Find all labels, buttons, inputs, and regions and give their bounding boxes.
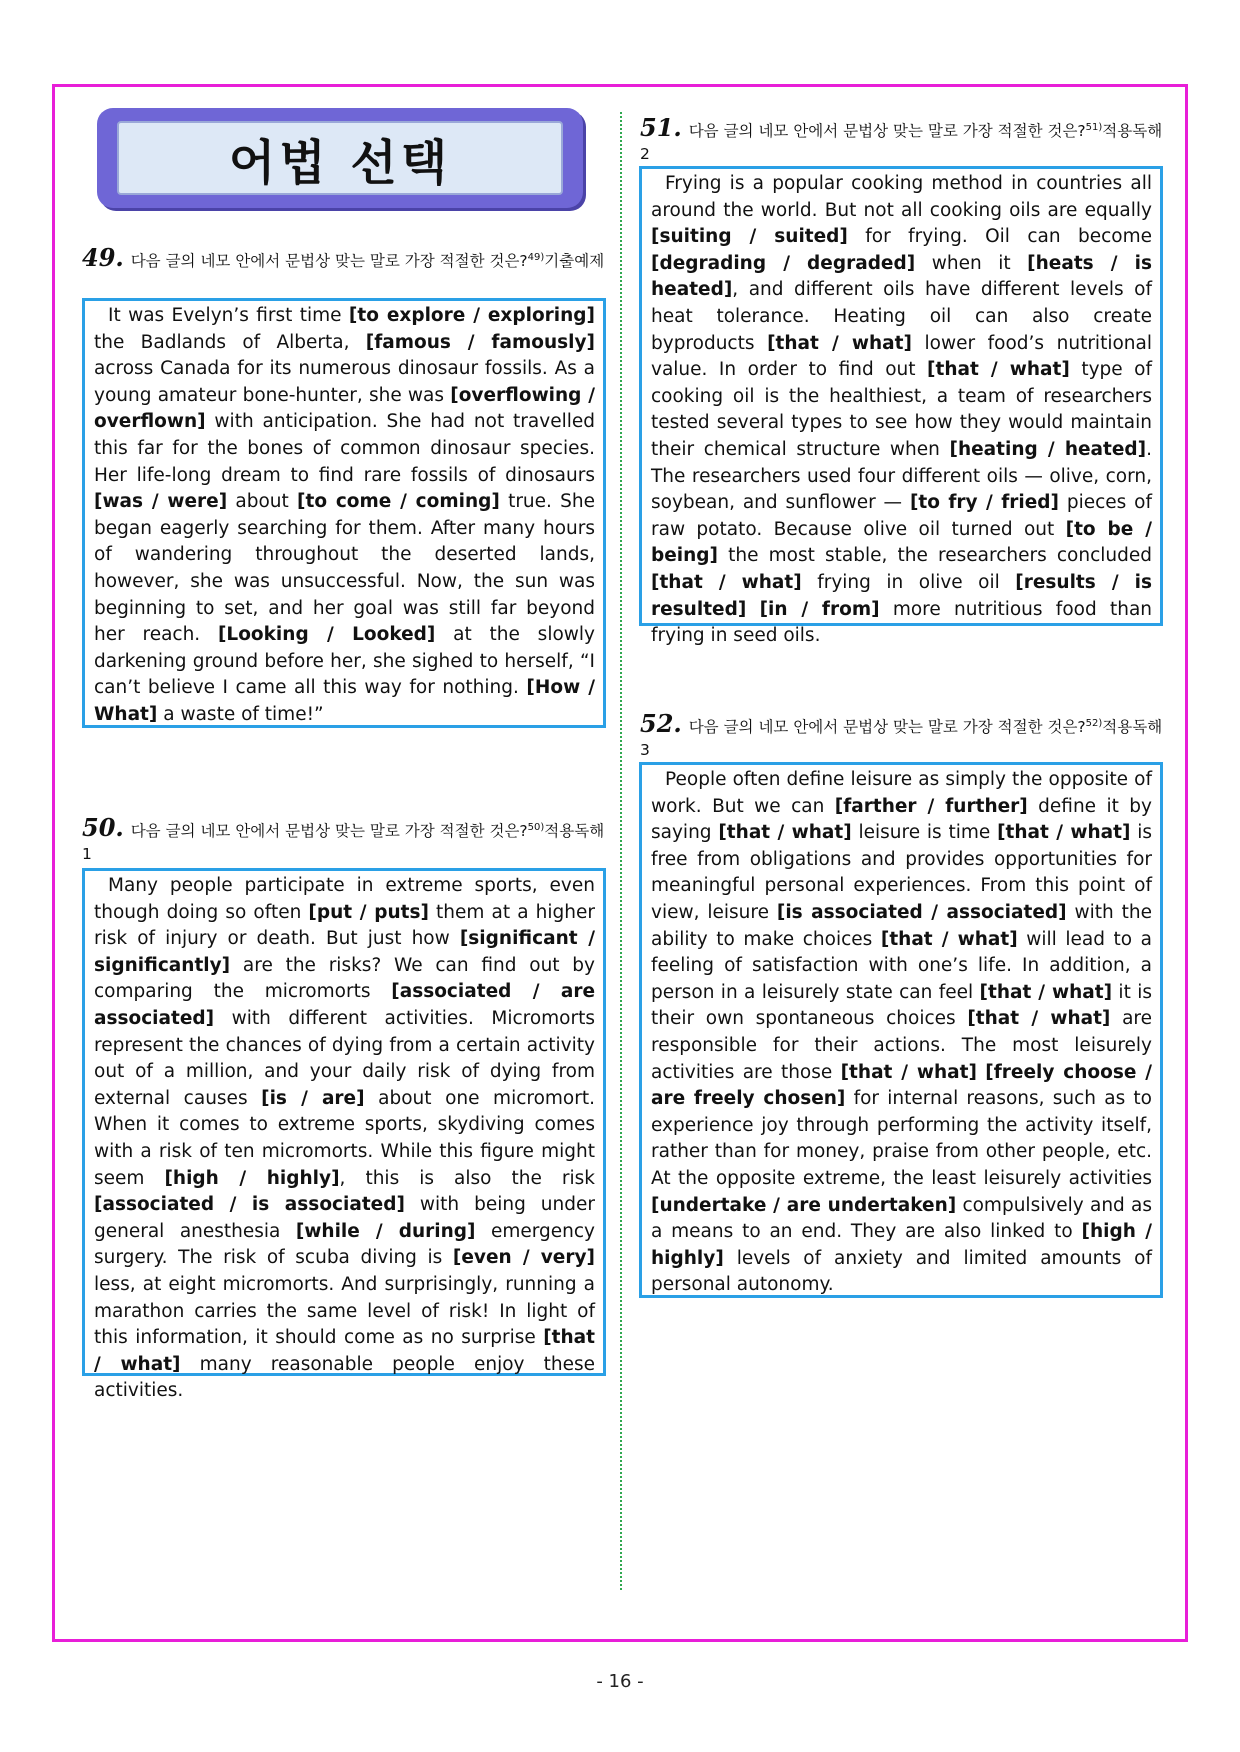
passage-run: more nutritious food than frying in seed oils. bbox=[651, 598, 1153, 647]
question-50-header bbox=[82, 813, 612, 866]
passage-run: lower food’s nutritional value. In order to find out bbox=[651, 332, 1152, 381]
passage-run: with different activities. Micromorts represent the chances of dying from a certain activity out of a million, and your daily risk of dying from external causes bbox=[94, 1007, 595, 1109]
question-source: 기출예제 bbox=[544, 252, 605, 271]
grammar-choice: [that / what] bbox=[718, 822, 852, 844]
passage-run: the Badlands of Alberta, bbox=[94, 331, 366, 353]
grammar-choice: [significant / significantly] bbox=[94, 928, 595, 976]
question-source: 적용독해 2 bbox=[640, 122, 1163, 164]
grammar-choice: [to explore / exploring] bbox=[348, 305, 595, 326]
grammar-choice: [associated / are associated] bbox=[94, 981, 595, 1029]
grammar-choice: [How / What] bbox=[94, 677, 596, 725]
page-number: - 16 - bbox=[596, 1671, 644, 1692]
passage-run: , this is also the risk bbox=[339, 1167, 595, 1189]
passage-run: . The researchers used four different oils — olive, corn, soybean, and sunflower — bbox=[651, 438, 1153, 514]
grammar-choice: [heats / is heated] bbox=[651, 252, 1152, 301]
question-52-header bbox=[640, 709, 1170, 762]
passage-run: at the slowly darkening ground before her, she sighed to herself, “I can’t believe I came all this way for nothing. bbox=[94, 624, 595, 699]
grammar-choice: [that / what] bbox=[94, 1327, 595, 1375]
passage-box bbox=[639, 762, 1163, 1298]
question-number: 52. bbox=[640, 709, 682, 739]
grammar-choice: [that / what] bbox=[880, 928, 1018, 950]
grammar-choice: [undertake / are undertaken] bbox=[651, 1194, 957, 1216]
grammar-choice: [is / are] bbox=[261, 1087, 365, 1109]
footnote-mark: 52) bbox=[1085, 718, 1103, 729]
passage-run: them at a higher risk of injury or death. But just how bbox=[94, 901, 596, 950]
footnote-mark: 51) bbox=[1085, 122, 1103, 133]
passage-run: across Canada for its numerous dinosaur fossils. As a young amateur bone-hunter, she was bbox=[94, 358, 595, 406]
question-source: 적용독해 3 bbox=[640, 718, 1163, 760]
passage-run: pieces of raw potato. Because olive oil turned out bbox=[651, 492, 1153, 540]
question-number: 50. bbox=[82, 813, 124, 843]
grammar-choice: [suiting / suited] bbox=[651, 226, 848, 248]
grammar-choice: [that / what] bbox=[927, 359, 1070, 381]
grammar-choice: [famous / famously] bbox=[365, 331, 595, 353]
grammar-choice: [that / what] bbox=[767, 332, 912, 354]
passage-run: It was Evelyn’s first time bbox=[108, 305, 349, 326]
passage-run: with the ability to make choices bbox=[651, 901, 1152, 950]
passage-run: leisure is time bbox=[851, 822, 998, 844]
grammar-choice: [in / from] bbox=[759, 598, 880, 620]
passage-run: for internal reasons, such as to experience joy through performing the activity itself, rather than for money, praise from other people, etc. At the opposite extreme, the least leisurely activities bbox=[651, 1088, 1152, 1189]
passage-box bbox=[639, 166, 1163, 647]
passage-run: People often define leisure as simply the opposite of work. But we can bbox=[651, 769, 1152, 817]
passage-text bbox=[94, 873, 595, 1405]
passage-run: with being under general anesthesia bbox=[94, 1194, 595, 1242]
passage-text bbox=[651, 171, 1152, 650]
passage-run: less, at eight micromorts. And surprisingly, running a marathon carries the same level of risk! In light of this information, it should come as no surprise bbox=[94, 1273, 595, 1349]
passage-run: levels of anxiety and limited amounts of personal autonomy. bbox=[651, 1247, 1152, 1296]
passage-text bbox=[651, 767, 1152, 1299]
passage-run: define it by saying bbox=[651, 795, 1152, 844]
grammar-choice: [was / were] bbox=[94, 491, 228, 513]
footnote-mark: 49) bbox=[527, 252, 545, 263]
question-49-header bbox=[82, 243, 612, 273]
grammar-choice: [high / highly] bbox=[164, 1167, 340, 1189]
grammar-choice: [freely choose / are freely chosen] bbox=[651, 1061, 1153, 1110]
passage-text bbox=[94, 303, 595, 729]
passage-run: will lead to a feeling of satisfaction with one’s life. In addition, a person in a leisurely state can feel bbox=[651, 928, 1152, 1003]
section-title: 어법 선택 bbox=[117, 121, 563, 195]
column-divider bbox=[620, 112, 622, 1590]
passage-run: about one micromort. When it comes to extreme sports, skydiving comes with a risk of ten micromorts. While this figure might seem bbox=[94, 1087, 595, 1189]
passage-run: is free from obligations and provides opportunities for meaningful personal experiences. From this point of view, leisure bbox=[651, 822, 1152, 923]
question-source: 적용독해 1 bbox=[82, 822, 605, 864]
passage-run: about bbox=[227, 491, 298, 513]
grammar-choice: [that / what] bbox=[979, 981, 1113, 1003]
footnote-mark: 50) bbox=[527, 822, 545, 833]
grammar-choice: [to come / coming] bbox=[297, 491, 500, 513]
passage-run: it is their own spontaneous choices bbox=[651, 981, 1152, 1030]
passage-run: are responsible for their actions. The most leisurely activities are those bbox=[651, 1008, 1152, 1083]
grammar-choice: [that / what] bbox=[997, 822, 1131, 844]
grammar-choice: [farther / further] bbox=[834, 795, 1028, 817]
passage-run: the most stable, the researchers concluded bbox=[718, 545, 1152, 567]
grammar-choice: [Looking / Looked] bbox=[217, 624, 436, 646]
question-number: 49. bbox=[82, 243, 124, 273]
passage-run: are the risks? We can find out by comparing the micromorts bbox=[94, 954, 595, 1003]
grammar-choice: [that / what] bbox=[967, 1008, 1111, 1030]
grammar-choice: [to fry / fried] bbox=[909, 492, 1059, 514]
question-51-header bbox=[640, 113, 1170, 166]
passage-box bbox=[82, 298, 606, 728]
passage-run: compulsively and as a means to an end. They are also linked to bbox=[651, 1194, 1152, 1243]
passage-run: Many people participate in extreme sports, even though doing so often bbox=[94, 875, 595, 923]
passage-run: many reasonable people enjoy these activities. bbox=[94, 1353, 595, 1402]
grammar-choice: [results / is resulted] bbox=[651, 571, 1152, 620]
passage-run: type of cooking oil is the healthiest, a team of researchers tested several types to see how they would maintain their chemical structure when bbox=[651, 359, 1153, 460]
grammar-choice: [even / very] bbox=[452, 1247, 595, 1269]
passage-run: , and different oils have different levels of heat tolerance. Heating oil can also create byproducts bbox=[651, 279, 1152, 354]
question-prompt: 다음 글의 네모 안에서 문법상 맞는 말로 가장 적절한 것은? bbox=[688, 718, 1086, 737]
passage-run bbox=[746, 599, 759, 620]
passage-run: frying in olive oil bbox=[801, 571, 1016, 593]
grammar-choice: [heating / heated] bbox=[949, 438, 1147, 460]
question-prompt: 다음 글의 네모 안에서 문법상 맞는 말로 가장 적절한 것은? bbox=[130, 252, 528, 271]
question-prompt: 다음 글의 네모 안에서 문법상 맞는 말로 가장 적절한 것은? bbox=[688, 122, 1086, 141]
grammar-choice: [while / during] bbox=[295, 1220, 476, 1242]
grammar-choice: [high / highly] bbox=[651, 1221, 1153, 1269]
grammar-choice: [associated / is associated] bbox=[94, 1194, 405, 1216]
passage-box bbox=[82, 868, 606, 1402]
passage-run: emergency surgery. The risk of scuba diving is bbox=[94, 1220, 595, 1269]
grammar-choice: [degrading / degraded] bbox=[651, 252, 916, 274]
passage-run: Frying is a popular cooking method in countries all around the world. But not all cooking oils are equally bbox=[651, 173, 1152, 221]
grammar-choice: [to be / being] bbox=[651, 518, 1152, 567]
question-prompt: 다음 글의 네모 안에서 문법상 맞는 말로 가장 적절한 것은? bbox=[130, 822, 528, 841]
grammar-choice: [put / puts] bbox=[308, 901, 429, 923]
passage-run: with anticipation. She had not travelled this far for the bones of common dinosaur species. Her life-long dream to find rare fossils of dinosaurs bbox=[94, 411, 595, 486]
grammar-choice: [that / what] bbox=[651, 571, 802, 593]
grammar-choice: [overflowing / overflown] bbox=[94, 384, 595, 433]
section-title-banner bbox=[97, 108, 583, 208]
passage-run: true. She began eagerly searching for them. After many hours of wandering throughout the deserted lands, however, she was unsuccessful. Now, the sun was beginning to set, and her goal was still far beyond her reach. bbox=[94, 491, 595, 646]
passage-run: a waste of time!” bbox=[157, 703, 324, 725]
passage-run: when it bbox=[915, 252, 1028, 274]
grammar-choice: [that / what] bbox=[840, 1061, 977, 1083]
passage-run: for frying. Oil can become bbox=[847, 226, 1153, 248]
grammar-choice: [is associated / associated] bbox=[776, 901, 1067, 923]
question-number: 51. bbox=[640, 113, 682, 143]
